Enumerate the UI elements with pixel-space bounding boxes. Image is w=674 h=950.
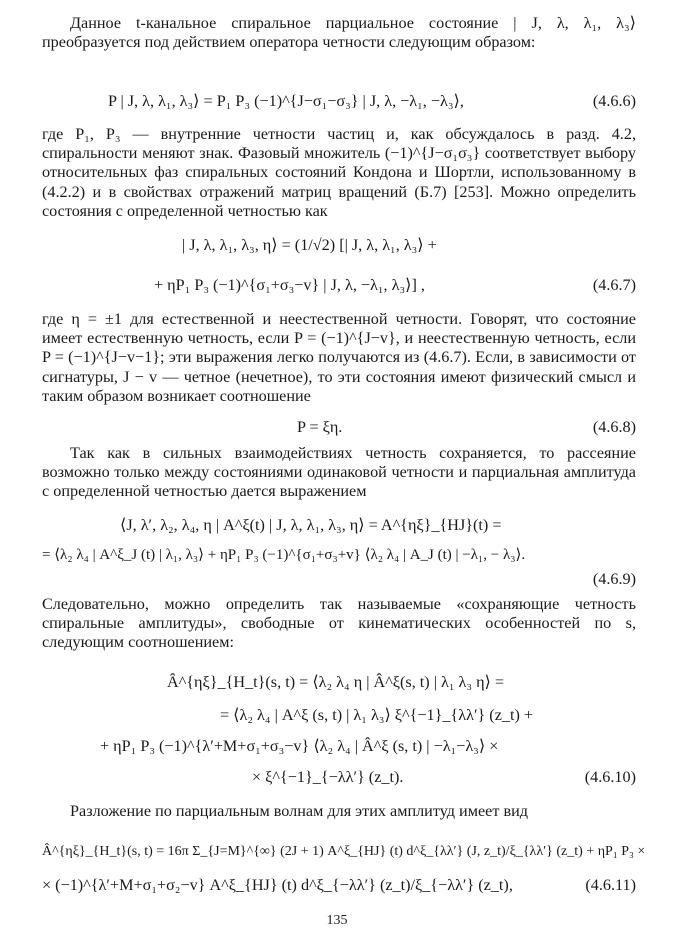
- equation-4-6-10-expression-2: = ⟨λ₂ λ₄ | A^ξ (s, t) | λ₁ λ₃⟩ ξ^{−1}_{λλ′} (z_t) +: [220, 706, 534, 724]
- equation-4-6-9-line-2: [42, 546, 636, 568]
- equation-4-6-9-line-1: [42, 516, 636, 538]
- equation-4-6-6-expression: P | J, λ, λ₁, λ₃⟩ = P₁ P₃ (−1)^{J−σ₁−σ₃} | J, λ, −λ₁, −λ₃⟩,: [108, 92, 464, 110]
- equation-number: (4.6.11): [585, 876, 636, 894]
- equation-4-6-11-line-2: [42, 876, 636, 898]
- equation-4-6-9-expression-1: ⟨J, λ′, λ₂, λ₄, η | A^ξ(t) | J, λ, λ₁, λ₃, η⟩ = A^{ηξ}_{HJ}(t) =: [120, 516, 502, 534]
- equation-4-6-10-expression-3: + ηP₁ P₃ (−1)^{λ′+M+σ₁+σ₃−v} ⟨λ₂ λ₄ | Â^ξ (s, t) | −λ₁−λ₃⟩ ×: [100, 737, 499, 755]
- equation-4-6-10-line-4: [42, 768, 636, 790]
- paragraph-strong-interactions: Так как в сильных взаимодействиях четность сохраняется, то рассеяние возможно только между состояниями одинаковой четности и парциальная амплитуда с определенной четностью дается выражением: [42, 444, 636, 501]
- equation-4-6-10-expression-1: Â^{ηξ}_{H_t}(s, t) = ⟨λ₂ λ₄ η | Â^ξ(s, t) | λ₁ λ₃ η⟩ =: [167, 673, 505, 691]
- equation-4-6-7-line-1: [42, 236, 636, 258]
- equation-4-6-8-expression: P = ξη.: [297, 418, 343, 436]
- equation-4-6-10-expression-4: × ξ^{−1}_{−λλ′} (z_t).: [252, 768, 404, 786]
- equation-4-6-8: [42, 418, 636, 440]
- equation-4-6-6: [42, 92, 636, 114]
- paragraph-partial-wave: Разложение по парциальным волнам для этих амплитуд имеет вид: [70, 802, 528, 820]
- equation-number: (4.6.10): [584, 768, 636, 786]
- equation-number: (4.6.9): [592, 570, 636, 588]
- equation-4-6-10-line-3: [42, 737, 636, 759]
- equation-4-6-11-expression-2: × (−1)^{λ′+M+σ₁+σ₂−v} A^ξ_{HJ} (t) d^ξ_{−λλ′} (z_t)/ξ_{−λλ′} (z_t),: [42, 876, 513, 894]
- paragraph-intrinsic-parities: где P₁, P₃ — внутренние четности частиц и, как обсуждалось в разд. 4.2, спиральности меняют знак. Фазовый множитель (−1)^{J−σ₁σ₃} соответствует выбору относительных фаз спиральных состояний Кондона и Шортли, использованному в (4.2.2) и в свойствах отражений матриц вращений (Б.7) [253]. Можно определить состояния с определенной четностью как: [42, 125, 636, 220]
- equation-number: (4.6.6): [592, 92, 636, 110]
- equation-4-6-7-line-2: [42, 276, 636, 298]
- paragraph-parity-conserving: Следовательно, можно определить так называемые «сохраняющие четность спиральные амплитуды», свободные от кинематических особенностей по s, следующим соотношением:: [42, 595, 636, 652]
- equation-number: (4.6.8): [592, 418, 636, 436]
- paragraph-intro: Данное t-канальное спиральное парциальное состояние | J, λ, λ₁, λ₃⟩ преобразуется под действием оператора четности следующим образом:: [42, 14, 636, 52]
- equation-4-6-11-line-1: [42, 842, 646, 864]
- page-number: 135: [326, 913, 348, 928]
- equation-4-6-11-expression-1: Â^{ηξ}_{H_t}(s, t) = 16π Σ_{J=M}^{∞} (2J + 1) A^ξ_{HJ} (t) d^ξ_{λλ′} (J, z_t)/ξ_{λλ′} (z_t) + ηP₁ P₃ ×: [42, 844, 646, 859]
- paragraph-natural-parity: где η = ±1 для естественной и неестественной четности. Говорят, что состояние имеет естественную четность, если P = (−1)^{J−v}, и неестественную четность, если P = (−1)^{J−v−1}; эти выражения легко получаются из (4.6.7). Если, в зависимости от сигнатуры, J − v — четное (нечетное), то эти состояния имеют физический смысл и таким образом возникает соотношение: [42, 310, 636, 405]
- equation-number: (4.6.7): [592, 276, 636, 294]
- equation-4-6-7-expression-1: | J, λ, λ₁, λ₃, η⟩ = (1/√2) [| J, λ, λ₁, λ₃⟩ +: [182, 236, 437, 254]
- equation-4-6-9-expression-2: = ⟨λ₂ λ₄ | A^ξ_J (t) | λ₁, λ₃⟩ + ηP₁ P₃ (−1)^{σ₁+σ₃+v} ⟨λ₂ λ₄ | A_J (t) | −λ₁, − λ₃⟩.: [42, 547, 526, 563]
- equation-4-6-10-line-2: [42, 706, 636, 728]
- equation-4-6-7-expression-2: + ηP₁ P₃ (−1)^{σ₁+σ₃−v} | J, λ, −λ₁, λ₃⟩] ,: [154, 276, 425, 294]
- equation-4-6-10-line-1: [42, 673, 636, 695]
